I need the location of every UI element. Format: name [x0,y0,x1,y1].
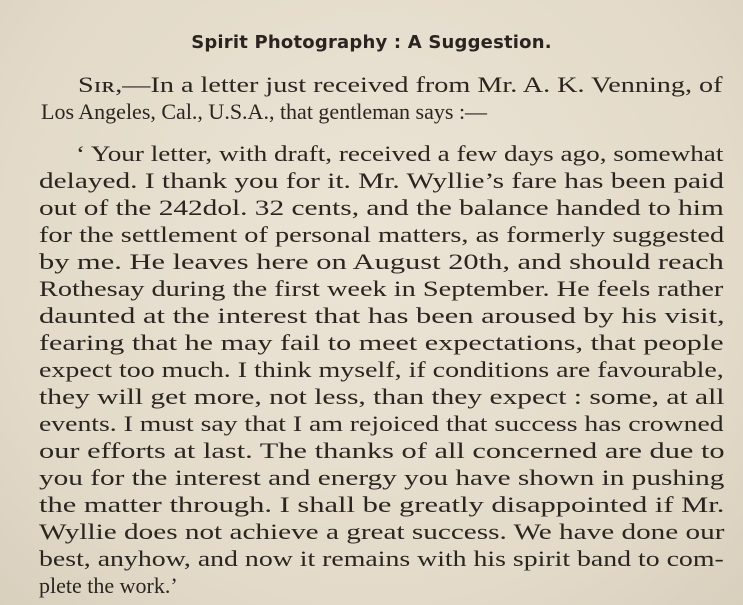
text-line: ‘ Your letter, with draft, received a few days ago, somewhat [76,141,724,166]
text-line: you for the interest and energy you have shown in pushing [39,465,725,490]
text-line: for the settlement of personal matters, as formerly suggested [39,222,725,247]
text-line: Wyllie does not achieve a great success. We have done our [39,519,725,544]
text-line: the matter through. I shall be greatly disappointed if Mr. [39,492,725,517]
text-line: our efforts at last. The thanks of all concerned are due to [39,438,725,463]
text-line: they will get more, not less, than they expect : some, at all [39,384,725,409]
text-line: fearing that he may fail to meet expectations, that people [39,330,724,355]
text-line: daunted at the interest that has been aroused by his visit, [39,303,725,328]
text-line: best, anyhow, and now it remains with his spirit band to com- [39,546,724,571]
text-line: delayed. I thank you for it. Mr. Wyllie’s fare has been paid [39,168,724,193]
text-line: events. I must say that I am rejoiced that success has crowned [39,411,724,436]
text-line: Sɪʀ,—In a letter just received from Mr. A. K. Venning, of [78,72,723,97]
text-line: plete the work.’ [39,573,178,598]
text-line: expect too much. I think myself, if conditions are favourable, [39,357,724,382]
text-line: out of the 242dol. 32 cents, and the balance handed to him [39,195,724,220]
text-line: by me. He leaves here on August 20th, and should reach [39,249,724,274]
text-line: Los Angeles, Cal., U.S.A., that gentleman says :— [41,99,488,124]
text-line: Rothesay during the first week in September. He feels rather [39,276,724,301]
article-title: Spirit Photography : A Suggestion. [191,32,552,53]
